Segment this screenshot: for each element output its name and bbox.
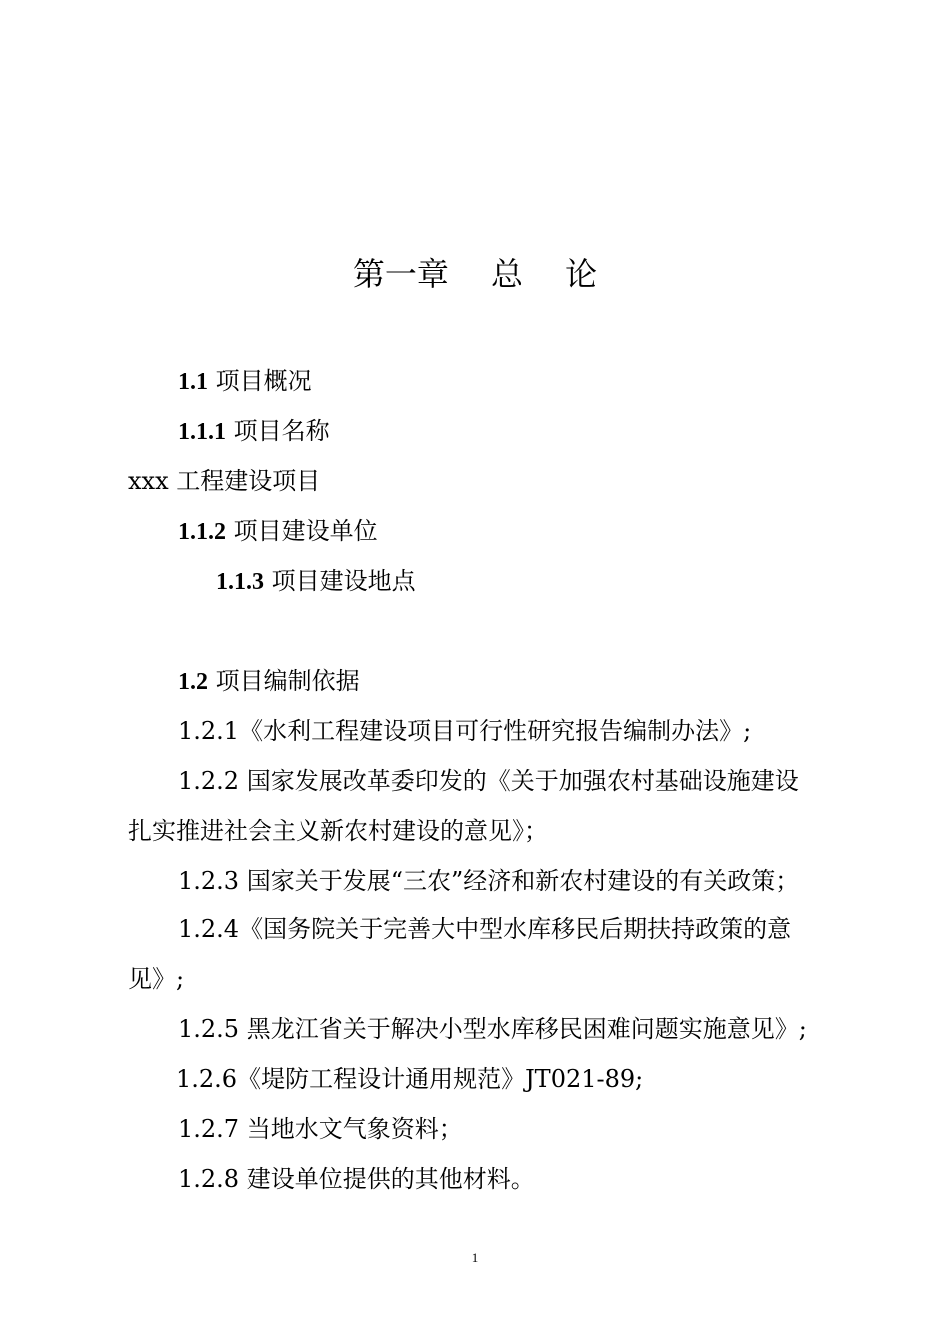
- basis-item-6: 1.2.6《堤防工程设计通用规范》JT021-89;: [176, 1065, 644, 1093]
- basis-item-1: 1.2.1《水利工程建设项目可行性研究报告编制办法》;: [178, 717, 752, 745]
- heading-text: 项目建设地点: [271, 567, 416, 595]
- chapter-title: 第一章 总 论: [352, 255, 598, 293]
- basis-item-3: 1.2.3 国家关于发展“三农”经济和新农村建设的有关政策；: [178, 867, 800, 895]
- heading-text: 项目编制依据: [215, 667, 360, 695]
- heading-1-1: [178, 366, 312, 397]
- heading-text: 项目建设单位: [233, 517, 378, 545]
- heading-text: 项目名称: [233, 417, 330, 445]
- basis-item-8: 1.2.8 建设单位提供的其他材料。: [178, 1165, 535, 1193]
- heading-number: 1.1.3: [216, 569, 264, 595]
- basis-item-4-line-2: 见》;: [128, 965, 185, 993]
- heading-number: 1.1: [178, 369, 208, 395]
- heading-number: 1.1.2: [178, 519, 226, 545]
- basis-item-7: 1.2.7 当地水文气象资料；: [178, 1115, 463, 1143]
- heading-1-2: [178, 666, 360, 697]
- heading-1-1-3: [216, 566, 416, 597]
- basis-item-2-line-2: 扎实推进社会主义新农村建设的意见》；: [128, 817, 548, 845]
- basis-item-4-line-1: 1.2.4《国务院关于完善大中型水库移民后期扶持政策的意: [178, 915, 792, 943]
- heading-1-1-1: [178, 416, 330, 447]
- heading-number: 1.1.1: [178, 419, 226, 445]
- heading-text: 项目概况: [215, 367, 312, 395]
- heading-1-1-2: [178, 516, 378, 547]
- project-name-text: xxx 工程建设项目: [128, 467, 321, 495]
- basis-item-5: 1.2.5 黑龙江省关于解决小型水库移民困难问题实施意见》;: [178, 1015, 807, 1043]
- heading-number: 1.2: [178, 669, 208, 695]
- page-number: 1: [471, 1250, 479, 1265]
- basis-item-2-line-1: 1.2.2 国家发展改革委印发的《关于加强农村基础设施建设: [178, 767, 799, 795]
